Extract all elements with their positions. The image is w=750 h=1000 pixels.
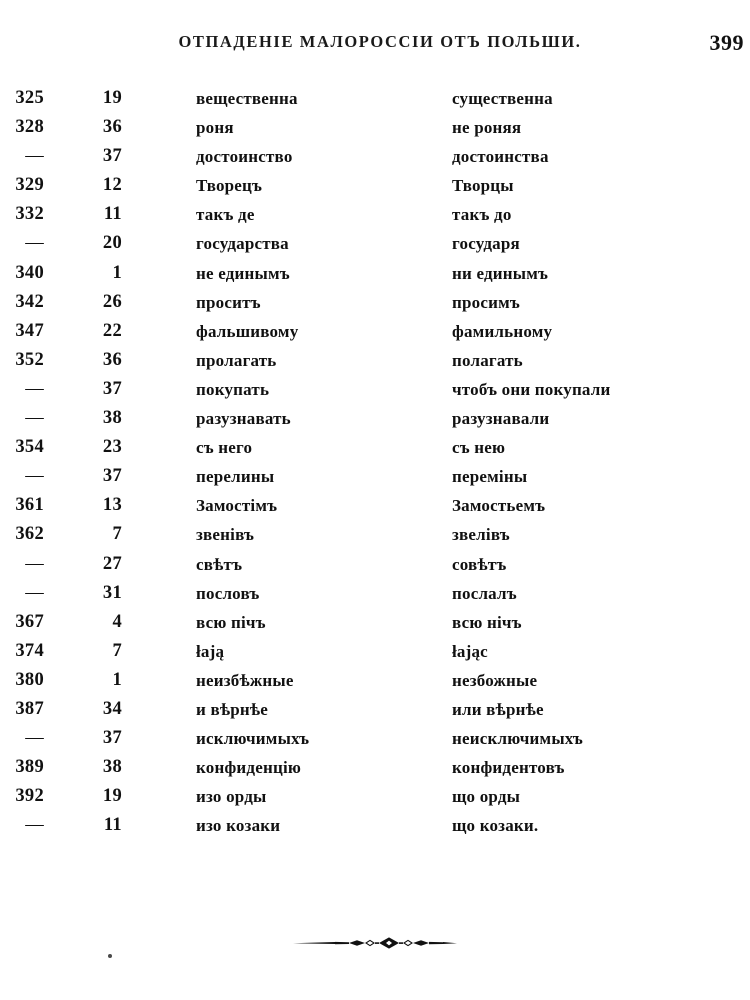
errata-corrected-text: просимъ	[452, 292, 520, 312]
errata-line-number: 37	[102, 728, 122, 749]
errata-page-number: —	[25, 553, 44, 574]
errata-page-number: 329	[15, 175, 44, 196]
errata-row	[0, 782, 750, 811]
errata-corrected-text: чтобъ они покупали	[452, 379, 611, 399]
errata-page-number: 340	[15, 262, 44, 283]
typographic-divider-ornament	[0, 928, 750, 958]
errata-row	[0, 229, 750, 258]
errata-row	[0, 608, 750, 637]
errata-line-number: 20	[102, 233, 122, 254]
errata-corrected-text: существенна	[452, 89, 553, 108]
errata-printed-text: конфиденцію	[196, 758, 302, 778]
errata-printed-text: фальшивому	[196, 321, 299, 341]
errata-row	[0, 491, 750, 520]
errata-row	[0, 462, 750, 491]
errata-page-number: 347	[15, 320, 44, 341]
errata-row	[0, 433, 750, 462]
errata-printed-text: покупать	[196, 379, 270, 399]
errata-corrected-text: ни единымъ	[452, 263, 549, 283]
errata-corrected-text: разузнавали	[452, 409, 550, 429]
errata-page-number: 328	[15, 117, 44, 138]
ink-speck	[108, 954, 112, 958]
errata-corrected-text: такъ до	[452, 205, 512, 225]
errata-corrected-text: Творцы	[452, 176, 514, 196]
errata-corrected-text: съ нею	[452, 438, 506, 458]
errata-row	[0, 200, 750, 229]
errata-row	[0, 142, 750, 171]
errata-corrected-text: всю нічъ	[452, 612, 522, 632]
errata-corrected-text: или вѣрнѣе	[452, 699, 544, 719]
errata-page-number: —	[25, 408, 44, 429]
errata-page-number: 332	[15, 204, 44, 225]
errata-line-number: 31	[102, 582, 122, 603]
errata-row	[0, 637, 750, 666]
errata-printed-text: и вѣрнѣе	[196, 699, 269, 719]
errata-printed-text: свѣтъ	[196, 554, 243, 574]
errata-row	[0, 317, 750, 346]
errata-line-number: 7	[112, 640, 122, 661]
errata-corrected-text: łająс	[452, 641, 488, 661]
errata-printed-text: звенівъ	[196, 525, 255, 545]
errata-row	[0, 550, 750, 579]
errata-row	[0, 346, 750, 375]
errata-page-number: —	[25, 582, 44, 603]
errata-line-number: 4	[112, 611, 122, 632]
errata-row	[0, 579, 750, 608]
errata-row	[0, 520, 750, 549]
errata-printed-text: достоинство	[196, 147, 293, 167]
errata-row	[0, 259, 750, 288]
errata-corrected-text: не роняя	[452, 118, 522, 138]
errata-printed-text: разузнавать	[196, 409, 291, 429]
errata-page-number: 367	[15, 611, 44, 632]
errata-line-number: 1	[112, 262, 122, 283]
errata-corrected-text: що козаки.	[452, 816, 539, 836]
errata-row	[0, 375, 750, 404]
errata-printed-text: не единымъ	[196, 263, 290, 283]
errata-corrected-text: полагать	[452, 350, 523, 370]
errata-line-number: 7	[112, 524, 122, 545]
errata-line-number: 36	[102, 349, 122, 370]
errata-line-number: 37	[102, 146, 122, 167]
errata-line-number: 37	[102, 378, 122, 399]
errata-line-number: 37	[102, 466, 122, 487]
errata-corrected-text: фамильному	[452, 321, 553, 341]
errata-line-number: 36	[102, 117, 122, 138]
errata-row	[0, 113, 750, 142]
errata-page-number: —	[25, 233, 44, 254]
errata-line-number: 1	[112, 669, 122, 690]
errata-printed-text: неизбѣжные	[196, 670, 294, 690]
errata-line-number: 38	[102, 408, 122, 429]
errata-row	[0, 288, 750, 317]
errata-corrected-text: совѣтъ	[452, 554, 507, 574]
errata-line-number: 23	[102, 437, 122, 458]
errata-printed-text: пролагать	[196, 350, 277, 370]
errata-row	[0, 171, 750, 200]
errata-line-number: 11	[103, 815, 122, 836]
running-head	[0, 32, 750, 58]
errata-corrected-text: перемiны	[452, 467, 528, 487]
errata-line-number: 13	[102, 495, 122, 516]
errata-page-number: 387	[15, 698, 44, 719]
errata-page-number: —	[25, 378, 44, 399]
errata-line-number: 19	[102, 786, 122, 807]
errata-printed-text: изо орды	[196, 787, 267, 807]
errata-corrected-text: неисключимыхъ	[452, 729, 583, 749]
errata-corrected-text: незбожные	[452, 670, 538, 690]
errata-corrected-text: звелівъ	[452, 525, 510, 545]
errata-page-number: 392	[15, 786, 44, 807]
errata-printed-text: исключимыхъ	[196, 729, 310, 749]
errata-line-number: 12	[102, 175, 122, 196]
errata-printed-text: вещественна	[196, 89, 298, 108]
errata-table	[0, 84, 750, 840]
errata-page-number: —	[25, 815, 44, 836]
errata-page-number: 362	[15, 524, 44, 545]
errata-row	[0, 811, 750, 840]
errata-printed-text: łają	[196, 641, 225, 661]
errata-row	[0, 666, 750, 695]
errata-row	[0, 753, 750, 782]
errata-printed-text: проситъ	[196, 292, 261, 312]
errata-line-number: 38	[102, 757, 122, 778]
errata-printed-text: всю пічъ	[196, 612, 266, 632]
errata-line-number: 22	[102, 320, 122, 341]
errata-page-number: —	[25, 466, 44, 487]
errata-printed-text: съ него	[196, 438, 253, 458]
errata-corrected-text: що орды	[452, 787, 521, 807]
errata-corrected-text: государя	[452, 234, 520, 254]
errata-printed-text: Творецъ	[196, 176, 263, 196]
page-number: 399	[709, 30, 744, 55]
errata-printed-text: роня	[196, 118, 234, 138]
errata-row	[0, 404, 750, 433]
errata-line-number: 11	[103, 204, 122, 225]
errata-page-number: 352	[15, 349, 44, 370]
page-title: ОТПАДЕНІЕ МАЛОРОССІИ ОТЪ ПОЛЬШИ.	[178, 32, 582, 51]
errata-row	[0, 695, 750, 724]
errata-row	[0, 724, 750, 753]
errata-page-number: 354	[15, 437, 44, 458]
errata-page-number: 380	[15, 669, 44, 690]
errata-corrected-text: конфидентовъ	[452, 758, 565, 778]
errata-line-number: 27	[102, 553, 122, 574]
errata-corrected-text: Замостьемъ	[452, 496, 546, 516]
errata-line-number: 34	[102, 698, 122, 719]
errata-page-number: 389	[15, 757, 44, 778]
errata-printed-text: государства	[196, 234, 289, 254]
errata-printed-text: такъ де	[196, 205, 255, 225]
errata-page-number: 325	[15, 88, 44, 108]
errata-line-number: 19	[102, 88, 122, 108]
errata-page-number: 361	[15, 495, 44, 516]
errata-printed-text: пословъ	[196, 583, 260, 603]
errata-corrected-text: послалъ	[452, 583, 517, 603]
errata-page-number: 342	[15, 291, 44, 312]
errata-printed-text: изо козаки	[196, 816, 281, 836]
errata-line-number: 26	[102, 291, 122, 312]
errata-page-number: —	[25, 728, 44, 749]
errata-printed-text: Замостімъ	[196, 496, 278, 516]
errata-corrected-text: достоинства	[452, 147, 549, 167]
errata-page-number: —	[25, 146, 44, 167]
errata-page-number: 374	[15, 640, 44, 661]
errata-printed-text: перелины	[196, 467, 275, 487]
errata-row	[0, 84, 750, 113]
